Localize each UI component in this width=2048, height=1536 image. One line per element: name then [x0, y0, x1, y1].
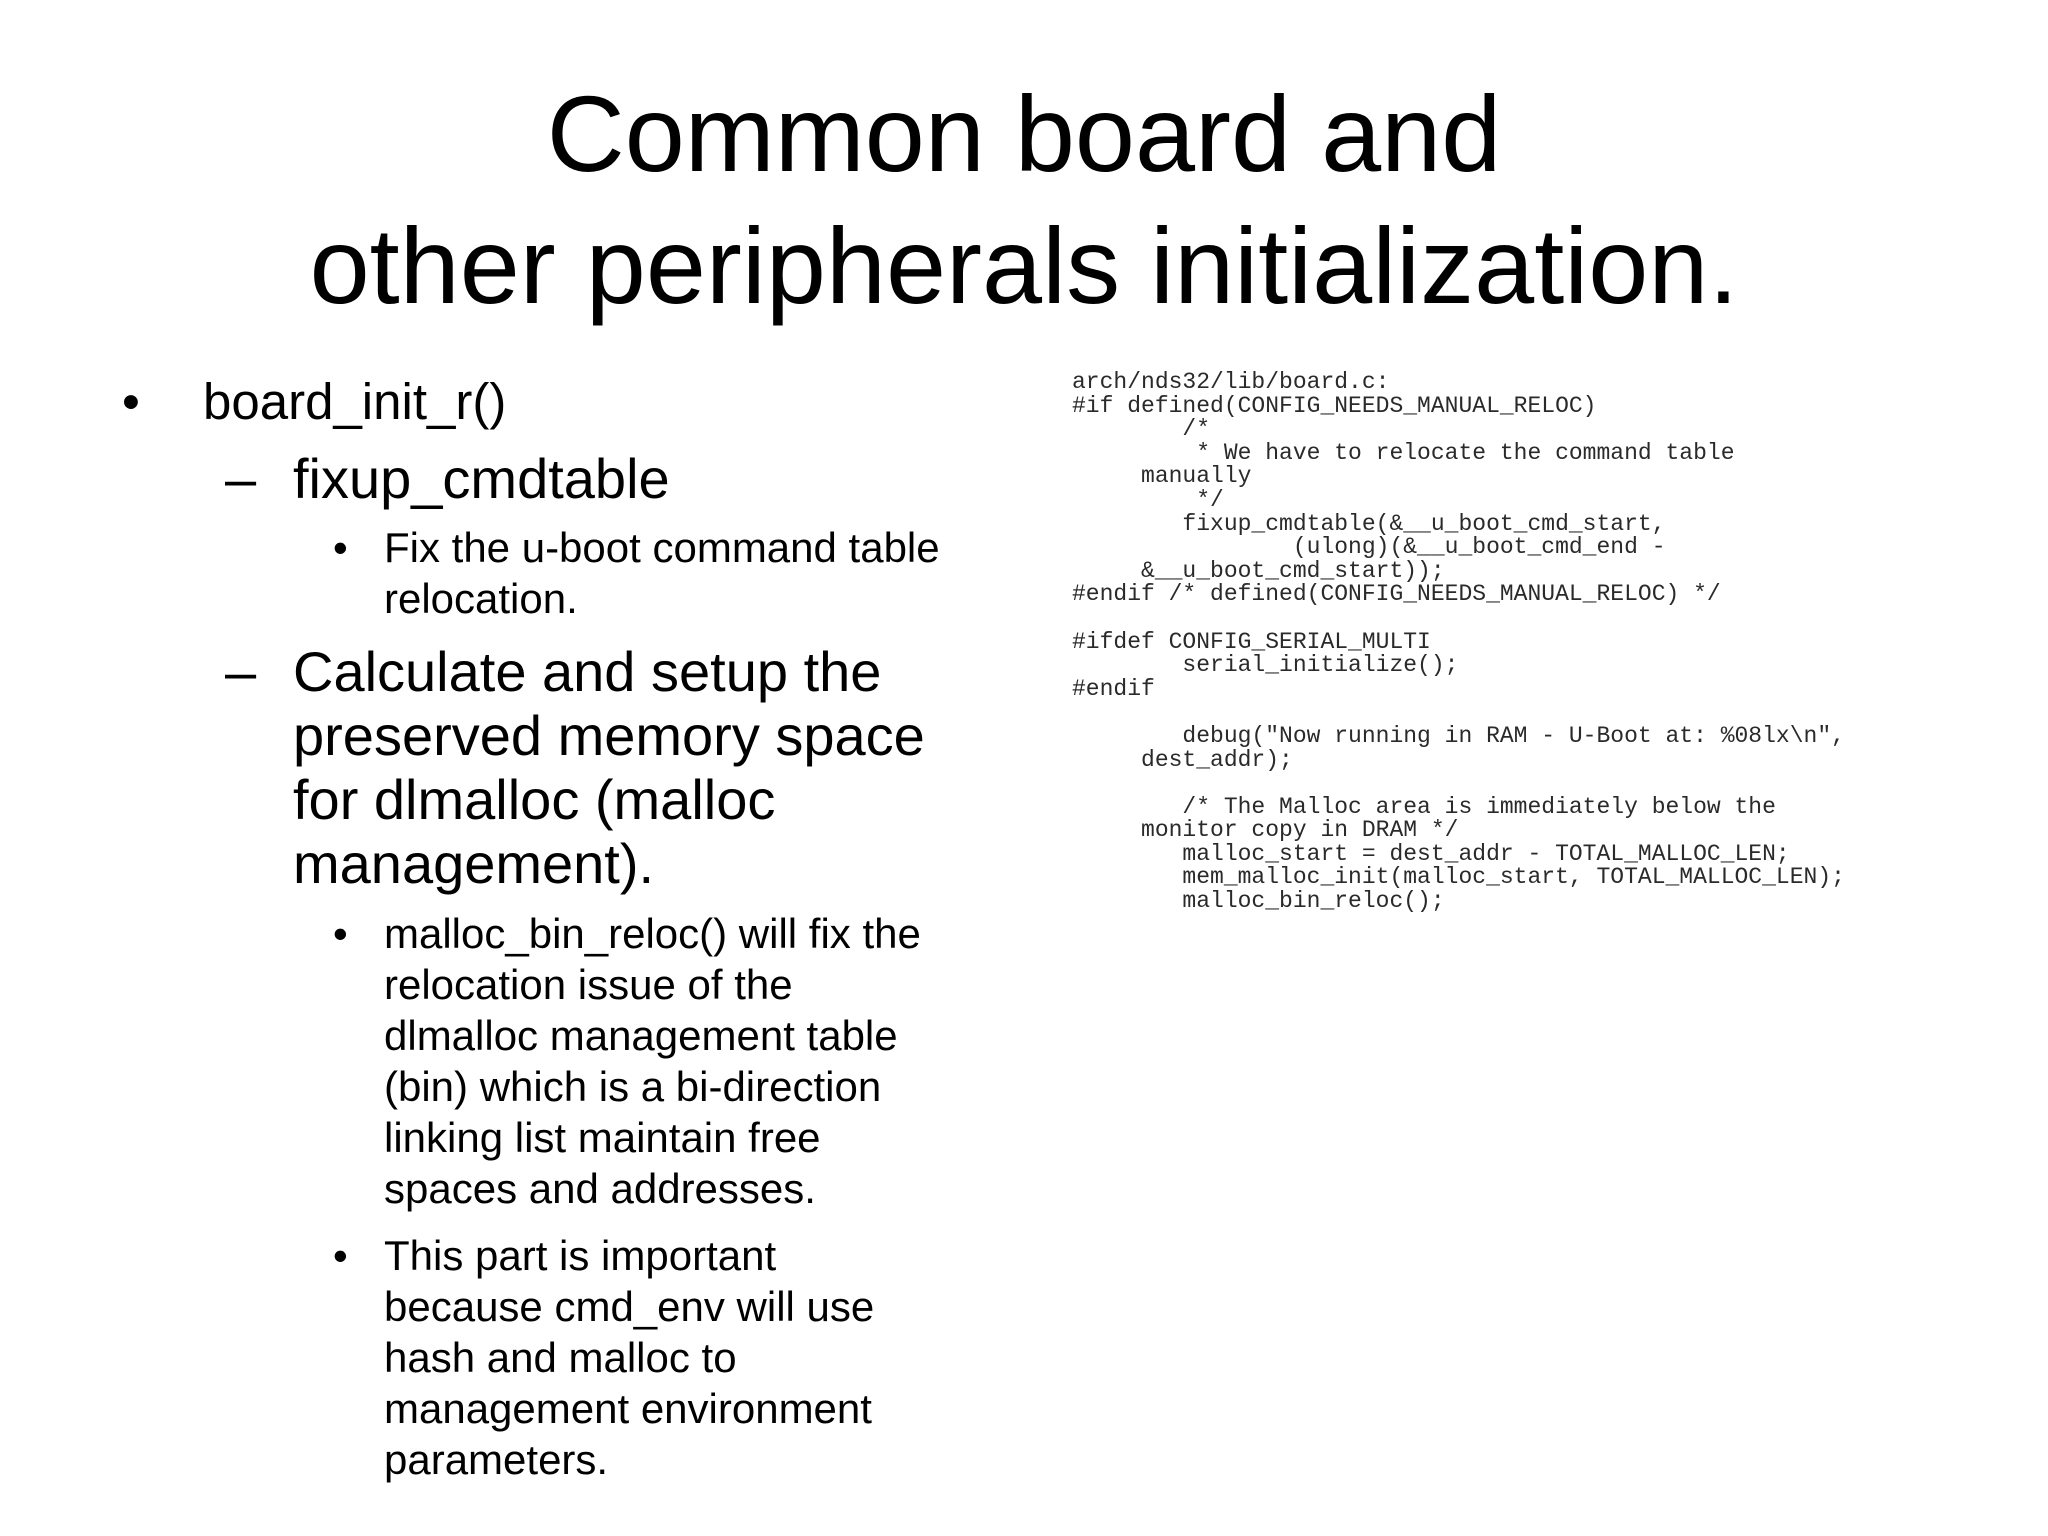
code-line: malloc_start = dest_addr - TOTAL_MALLOC_LEN; — [1072, 840, 1790, 867]
code-line: #endif — [1072, 675, 1155, 702]
bullet-marker: • — [333, 1232, 348, 1279]
text-line: relocation issue of the — [384, 961, 793, 1008]
code-line — [1072, 772, 2032, 796]
code-line: #ifdef CONFIG_SERIAL_MULTI — [1072, 628, 1431, 655]
code-line: manually — [1072, 463, 1252, 490]
slide-title-line-2: other peripherals initialization. — [309, 205, 1739, 326]
text-line: hash and malloc to — [384, 1334, 737, 1381]
code-line: monitor copy in DRAM */ — [1072, 817, 1459, 844]
code-line: fixup_cmdtable(&__u_boot_cmd_start, — [1072, 510, 1666, 537]
text-line: Calculate and setup the — [293, 640, 882, 703]
code-line: dest_addr); — [1072, 746, 1293, 773]
bullet-marker: • — [122, 373, 140, 430]
text-line: This part is important — [384, 1232, 777, 1279]
text-line: linking list maintain free — [384, 1114, 821, 1161]
subsubitem-malloc-bin-reloc — [384, 908, 921, 1214]
code-line: arch/nds32/lib/board.c: — [1072, 369, 1390, 395]
code-line: mem_malloc_init(malloc_start, TOTAL_MALLOC_LEN); — [1072, 864, 1845, 891]
dash-marker: – — [225, 447, 257, 510]
text-line: relocation. — [384, 575, 578, 622]
text-line: parameters. — [384, 1436, 609, 1483]
text-line: (bin) which is a bi-direction — [384, 1063, 882, 1110]
code-line: #endif /* defined(CONFIG_NEEDS_MANUAL_RELOC) */ — [1072, 581, 1721, 608]
text-line: because cmd_env will use — [384, 1283, 875, 1330]
subitem-fixup-cmdtable: fixup_cmdtable — [293, 447, 670, 510]
text-line: for dlmalloc (malloc — [293, 768, 776, 831]
code-line: (ulong)(&__u_boot_cmd_end - — [1072, 534, 1666, 561]
slide-title-line-1: Common board and — [546, 73, 1502, 194]
subsubitem-this-part-important — [384, 1230, 874, 1485]
text-line: preserved memory space — [293, 704, 925, 767]
text-line: management environment — [384, 1385, 872, 1432]
bullet-board-init-r: board_init_r() — [203, 373, 507, 430]
code-line: serial_initialize(); — [1072, 652, 1459, 679]
text-line: spaces and addresses. — [384, 1165, 816, 1212]
text-line: dlmalloc management table — [384, 1012, 898, 1059]
code-line — [1072, 607, 2032, 631]
code-line: /* — [1072, 416, 1211, 443]
code-line: #if defined(CONFIG_NEEDS_MANUAL_RELOC) — [1072, 392, 1597, 419]
text-line: Fix the u-boot command table — [384, 524, 940, 571]
text-line: management). — [293, 832, 655, 895]
dash-marker: – — [225, 640, 257, 703]
text-line: malloc_bin_reloc() will fix the — [384, 910, 921, 957]
code-line: debug("Now running in RAM - U-Boot at: %08lx\n", — [1072, 722, 1845, 749]
code-line — [1072, 701, 2032, 725]
code-line: malloc_bin_reloc(); — [1072, 888, 1445, 915]
code-line: &__u_boot_cmd_start)); — [1072, 557, 1445, 584]
bullet-marker: • — [333, 910, 348, 957]
code-line: /* The Malloc area is immediately below the — [1072, 793, 1776, 820]
subitem-calculate-memory — [293, 640, 925, 896]
code-line: * We have to relocate the command table — [1072, 439, 1735, 466]
code-block — [1072, 371, 2032, 914]
subsubitem-fix-command-table — [384, 522, 940, 624]
code-line: */ — [1072, 486, 1224, 513]
bullet-marker: • — [333, 524, 348, 571]
